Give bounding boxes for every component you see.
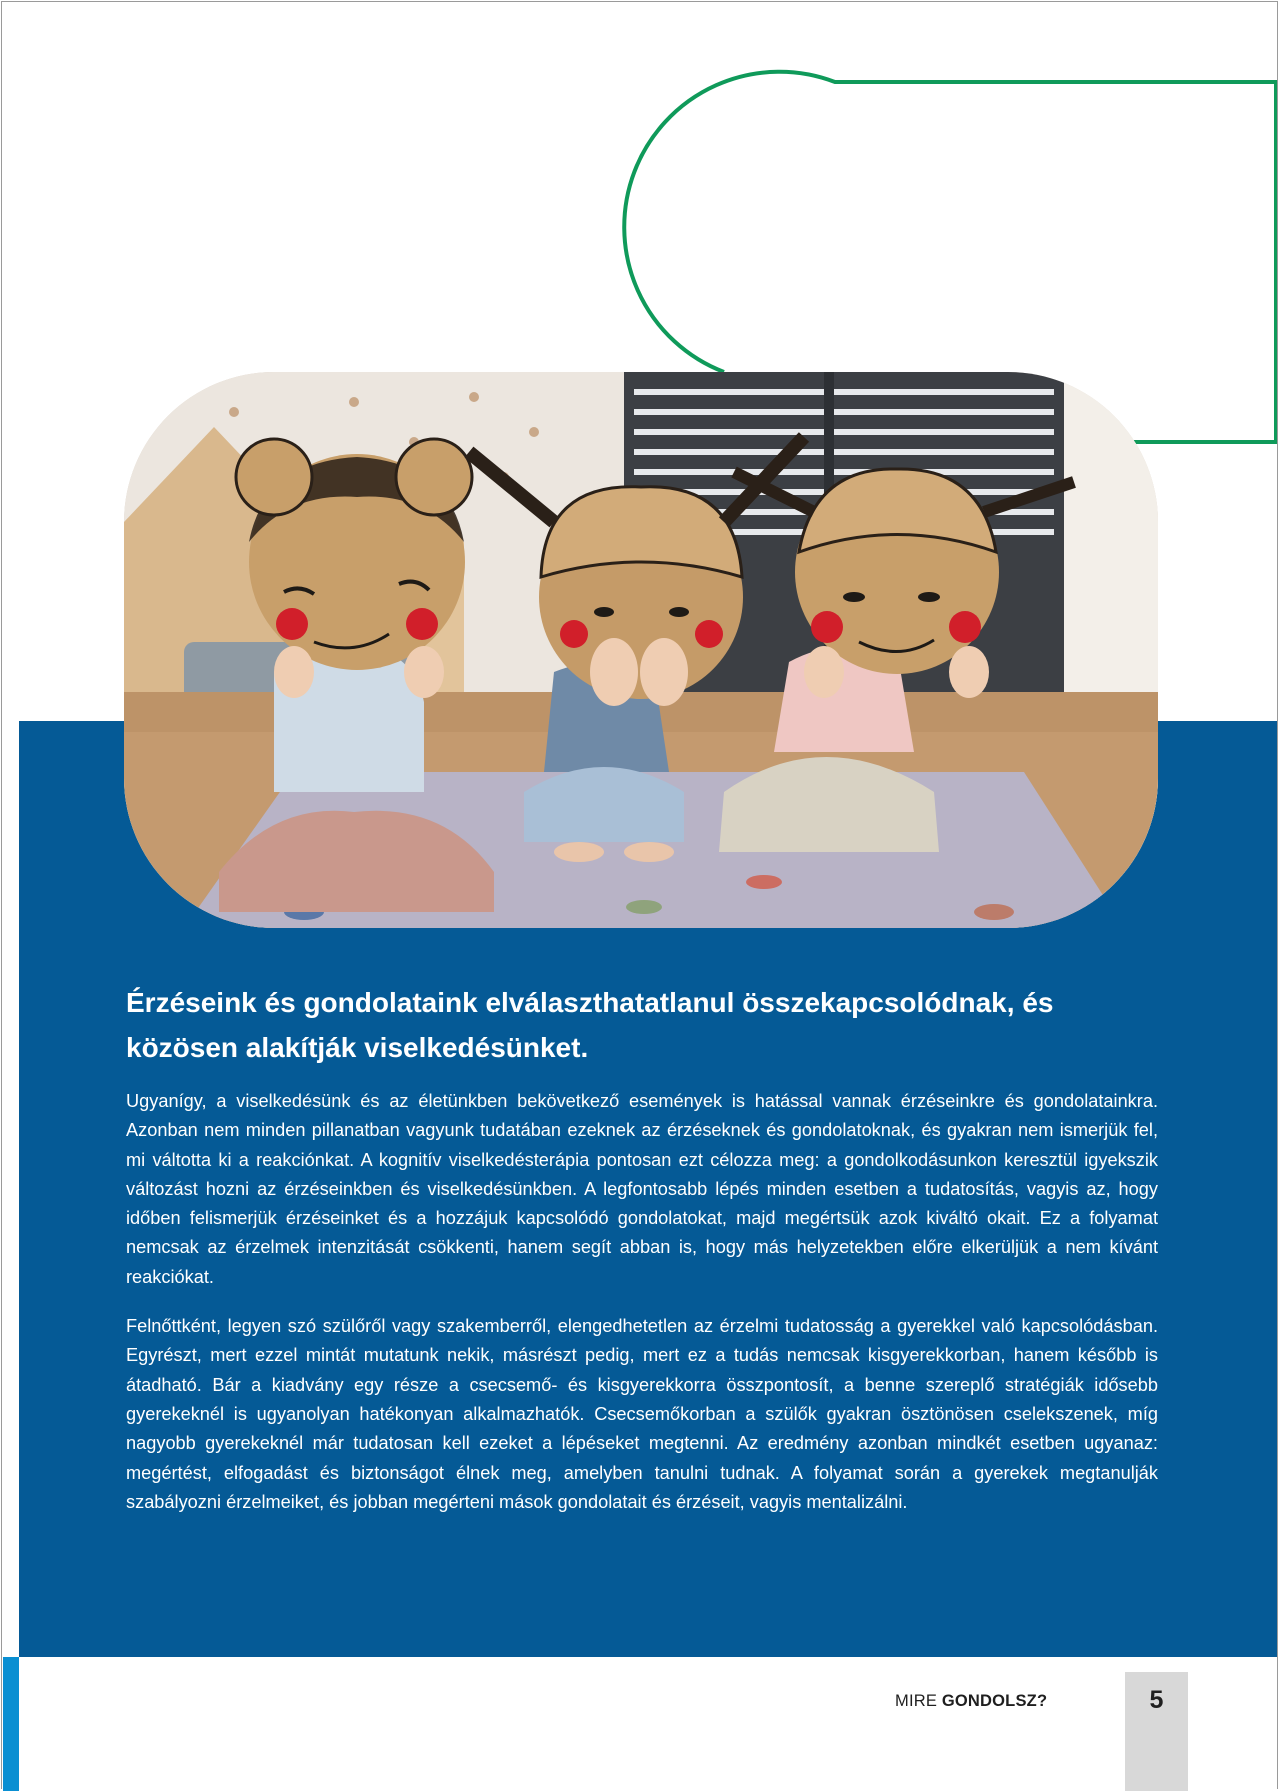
footer-brand-prefix: MIRE [895, 1692, 942, 1710]
children-with-cardboard-masks-photo-icon [124, 372, 1158, 928]
article-heading: Érzéseink és gondolataink elválaszthatatlanul összekapcsolódnak, és közösen alakítják viselkedésünket. [126, 987, 1054, 1063]
footer-brand-bold: GONDOLSZ? [941, 1692, 1048, 1710]
children-photo [124, 372, 1158, 928]
page-number-box [1125, 1672, 1188, 1791]
article-body [126, 1087, 1158, 1537]
left-accent-strip [3, 1657, 19, 1791]
article-paragraph-2: Felnőttként, legyen szó szülőről vagy szakemberről, elengedhetetlen az érzelmi tudatosság a gyerekkel való kapcsolódásban. Egyrészt, mert ezzel mintát mutatunk nekik, másrészt pedig, mert ez a tudás nemcsak kisgyerekkorban, hanem később is átadható. Bár a kiadvány egy része a csecsemő- és kisgyerekkorra összpontosít, a benne szereplő stratégiák idősebb gyerekeknél is ugyanolyan hatékonyan alkalmazhatók. Csecsemőkorban a szülők gyakran ösztönösen cselekszenek, míg nagyobb gyerekeknél már tudatosan kell ezeket a lépéseket megtenni. Az eredmény azonban mindkét esetben ugyanaz: megértést, elfogadást és biztonságot élnek meg, amelyben tanulni tudnak. A folyamat során a gyerekek megtanulják szabályozni érzelmeiket, és jobban megérteni mások gondolatait és érzéseit, vagyis mentalizálni. [126, 1316, 1158, 1512]
article-paragraph-1: Ugyanígy, a viselkedésünk és az életünkben bekövetkező események is hatással vannak érzéseinkre és gondolatainkra. Azonban nem minden pillanatban vagyunk tudatában ezeknek az érzéseknek és gondolatoknak, és gyakran nem ismerjük fel, mi váltotta ki a reakciónkat. A kognitív viselkedésterápia pontosan ezt célozza meg: a gondolkodásunkon keresztül igyekszik változást hozni az érzéseinkben és viselkedésünkben. A legfontosabb lépés minden esetben a tudatosítás, vagyis az, hogy időben felismerjük érzéseinket és a hozzájuk kapcsolódó gondolatokat, majd megértsük azok kiváltó okait. Ez a folyamat nemcsak az érzelmek intenzitását csökkenti, hanem segít abban is, hogy más helyzetekben előre elkerüljük a nem kívánt reakciókat. [126, 1091, 1158, 1287]
page-number: 5 [1149, 1686, 1164, 1714]
footer-brand [895, 1692, 1047, 1711]
